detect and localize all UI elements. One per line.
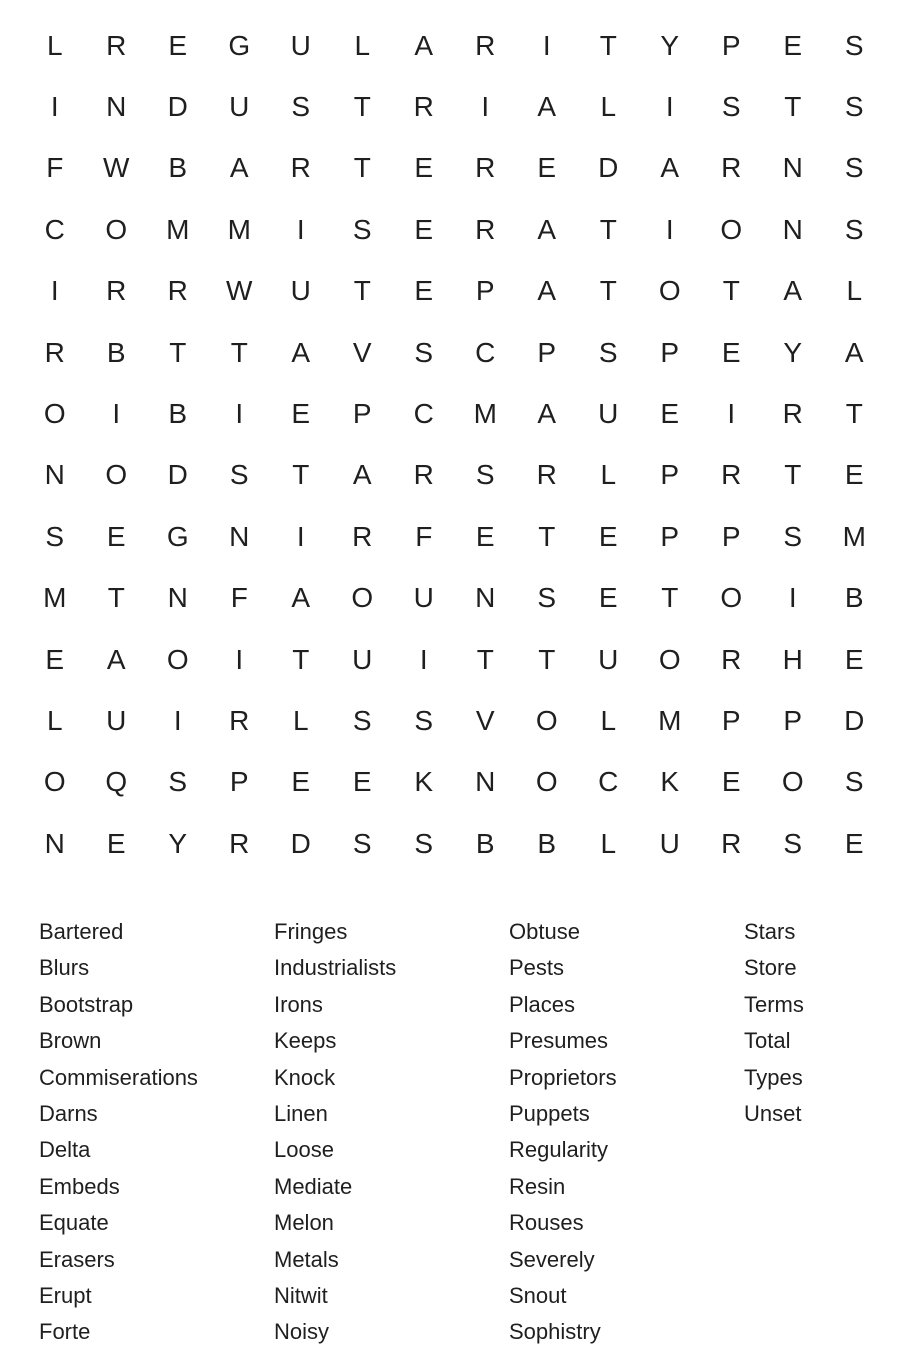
grid-cell-r12-c7[interactable]: S	[414, 704, 434, 736]
grid-cell-r1-c2[interactable]: R	[106, 29, 127, 61]
grid-cell-r14-c11[interactable]: U	[659, 827, 680, 859]
grid-cell-r7-c12[interactable]: I	[727, 398, 736, 430]
grid-cell-r4-c6[interactable]: S	[352, 213, 372, 245]
grid-cell-r10-c13[interactable]: I	[788, 582, 797, 614]
grid-cell-r5-c6[interactable]: T	[353, 275, 371, 307]
word-list-item: Stars	[744, 919, 796, 944]
grid-cell-r1-c12[interactable]: P	[721, 29, 741, 61]
grid-cell-r9-c8[interactable]: E	[475, 520, 495, 552]
word-list-item: Fringes	[274, 919, 348, 944]
grid-cell-r3-c14[interactable]: S	[844, 152, 864, 184]
word-list-column-3	[509, 914, 739, 1351]
grid-cell-r9-c9[interactable]: T	[538, 520, 556, 552]
grid-cell-r7-c6[interactable]: P	[352, 398, 372, 430]
grid-cell-r6-c12[interactable]: E	[721, 336, 741, 368]
grid-cell-r6-c7[interactable]: S	[414, 336, 434, 368]
grid-cell-r13-c9[interactable]: O	[535, 766, 558, 798]
grid-cell-r13-c6[interactable]: E	[352, 766, 372, 798]
grid-cell-r3-c12[interactable]: R	[721, 152, 742, 184]
word-list-item: Resin	[509, 1173, 566, 1199]
grid-cell-r11-c14[interactable]: E	[844, 643, 864, 675]
grid-cell-r13-c10[interactable]: C	[598, 766, 619, 798]
grid-cell-r10-c2[interactable]: T	[107, 582, 125, 614]
grid-cell-r11-c3[interactable]: O	[166, 643, 189, 675]
grid-cell-r3-c10[interactable]: D	[598, 152, 619, 184]
grid-cell-r10-c7[interactable]: U	[413, 582, 434, 614]
grid-cell-r10-c10[interactable]: E	[598, 582, 618, 614]
word-list-item: Terms	[744, 991, 804, 1017]
grid-cell-r7-c1[interactable]: O	[43, 398, 66, 430]
grid-cell-r6-c4[interactable]: T	[230, 336, 248, 368]
grid-cell-r13-c13[interactable]: O	[781, 766, 804, 798]
grid-cell-r5-c11[interactable]: O	[658, 275, 681, 307]
grid-cell-r11-c6[interactable]: U	[352, 643, 373, 675]
grid-cell-r2-c4[interactable]: U	[229, 91, 250, 123]
grid-cell-r8-c6[interactable]: A	[352, 459, 372, 491]
grid-cell-r12-c8[interactable]: V	[475, 704, 495, 736]
grid-cell-r3-c7[interactable]: E	[414, 152, 434, 184]
grid-cell-r14-c10[interactable]: L	[600, 827, 617, 859]
grid-cell-r6-c14[interactable]: A	[844, 336, 864, 368]
grid-cell-r14-c5[interactable]: D	[290, 827, 311, 859]
grid-cell-r3-c11[interactable]: A	[660, 152, 680, 184]
grid-cell-r11-c13[interactable]: H	[782, 643, 803, 675]
grid-cell-r11-c11[interactable]: O	[658, 643, 681, 675]
grid-cell-r9-c10[interactable]: E	[598, 520, 618, 552]
grid-cell-r2-c10[interactable]: L	[600, 91, 617, 123]
grid-cell-r3-c4[interactable]: A	[229, 152, 249, 184]
grid-cell-r11-c7[interactable]: I	[419, 643, 428, 675]
grid-cell-r2-c13[interactable]: T	[784, 91, 802, 123]
word-list-item: Total	[744, 1028, 791, 1054]
grid-cell-r13-c2[interactable]: Q	[105, 766, 128, 798]
grid-cell-r5-c12[interactable]: T	[722, 275, 740, 307]
grid-cell-r12-c6[interactable]: S	[352, 704, 372, 736]
grid-cell-r14-c4[interactable]: R	[229, 827, 250, 859]
grid-cell-r14-c9[interactable]: B	[537, 827, 557, 859]
word-list-item: Darns	[39, 1100, 98, 1126]
grid-cell-r9-c7[interactable]: F	[415, 520, 433, 552]
grid-cell-r14-c8[interactable]: B	[475, 827, 495, 859]
grid-cell-r8-c7[interactable]: R	[413, 459, 434, 491]
grid-cell-r2-c5[interactable]: S	[291, 91, 311, 123]
word-list-item: Proprietors	[509, 1064, 617, 1090]
grid-cell-r11-c4[interactable]: I	[235, 643, 244, 675]
grid-cell-r6-c13[interactable]: Y	[783, 336, 803, 368]
grid-cell-r1-c6[interactable]: L	[354, 29, 371, 61]
grid-cell-r10-c4[interactable]: F	[230, 582, 248, 614]
grid-cell-r13-c12[interactable]: E	[721, 766, 741, 798]
grid-cell-r9-c1[interactable]: S	[45, 520, 65, 552]
grid-cell-r13-c11[interactable]: K	[660, 766, 680, 798]
grid-cell-r4-c5[interactable]: I	[296, 213, 305, 245]
word-list-item: Mediate	[274, 1173, 353, 1199]
grid-cell-r7-c10[interactable]: U	[598, 398, 619, 430]
word-list-item: Industrialists	[274, 955, 397, 981]
word-list-item: Irons	[274, 991, 323, 1017]
grid-cell-r1-c14[interactable]: S	[844, 29, 864, 61]
word-list-item: Nitwit	[274, 1282, 328, 1308]
word-list-item: Melon	[274, 1210, 334, 1236]
grid-cell-r4-c10[interactable]: T	[599, 213, 617, 245]
grid-cell-r13-c8[interactable]: N	[475, 766, 496, 798]
grid-cell-r3-c13[interactable]: N	[782, 152, 803, 184]
grid-cell-r3-c5[interactable]: R	[290, 152, 311, 184]
grid-cell-r10-c8[interactable]: N	[475, 582, 496, 614]
grid-cell-r8-c3[interactable]: D	[167, 459, 188, 491]
grid-cell-r1-c8[interactable]: R	[475, 29, 496, 61]
word-list-item: Types	[744, 1064, 803, 1090]
grid-cell-r10-c14[interactable]: B	[844, 582, 864, 614]
grid-cell-r3-c8[interactable]: R	[475, 152, 496, 184]
grid-cell-r13-c7[interactable]: K	[414, 766, 434, 798]
grid-cell-r9-c6[interactable]: R	[352, 520, 373, 552]
grid-cell-r5-c7[interactable]: E	[414, 275, 434, 307]
grid-cell-r8-c11[interactable]: P	[660, 459, 680, 491]
grid-cell-r5-c10[interactable]: T	[599, 275, 617, 307]
grid-cell-r3-c1[interactable]: F	[46, 152, 64, 184]
grid-cell-r12-c5[interactable]: L	[292, 704, 309, 736]
word-list-item: Erupt	[39, 1282, 92, 1308]
grid-cell-r9-c2[interactable]: E	[106, 520, 126, 552]
grid-cell-r12-c2[interactable]: U	[106, 704, 127, 736]
grid-cell-r2-c8[interactable]: I	[481, 91, 490, 123]
grid-cell-r8-c4[interactable]: S	[229, 459, 249, 491]
word-list-item: Sophistry	[509, 1319, 601, 1345]
grid-cell-r8-c9[interactable]: R	[536, 459, 557, 491]
word-list-column-1	[39, 914, 269, 1351]
word-list-item: Rouses	[509, 1210, 584, 1236]
grid-cell-r7-c5[interactable]: E	[291, 398, 311, 430]
grid-cell-r4-c3[interactable]: M	[166, 213, 190, 245]
word-list-item: Unset	[744, 1100, 802, 1126]
grid-cell-r12-c10[interactable]: L	[600, 704, 617, 736]
grid-cell-r9-c11[interactable]: P	[660, 520, 680, 552]
grid-cell-r10-c12[interactable]: O	[720, 582, 743, 614]
word-list-item: Blurs	[39, 955, 90, 981]
grid-cell-r9-c3[interactable]: G	[166, 520, 189, 552]
grid-cell-r7-c11[interactable]: E	[660, 398, 680, 430]
grid-cell-r5-c2[interactable]: R	[106, 275, 127, 307]
grid-cell-r2-c9[interactable]: A	[537, 91, 557, 123]
grid-cell-r6-c10[interactable]: S	[598, 336, 618, 368]
grid-cell-r6-c8[interactable]: C	[475, 336, 496, 368]
grid-cell-r5-c14[interactable]: L	[846, 275, 863, 307]
grid-cell-r5-c4[interactable]: W	[226, 275, 253, 307]
grid-cell-r7-c13[interactable]: R	[782, 398, 803, 430]
grid-cell-r12-c9[interactable]: O	[535, 704, 558, 736]
grid-cell-r12-c4[interactable]: R	[229, 704, 250, 736]
grid-cell-r14-c2[interactable]: E	[106, 827, 126, 859]
grid-cell-r2-c7[interactable]: R	[413, 91, 434, 123]
grid-cell-r2-c12[interactable]: S	[721, 91, 741, 123]
grid-cell-r4-c2[interactable]: O	[105, 213, 128, 245]
letter-grid	[24, 15, 885, 875]
grid-cell-r11-c8[interactable]: T	[476, 643, 494, 675]
word-list-item: Loose	[274, 1137, 334, 1163]
grid-cell-r9-c12[interactable]: P	[721, 520, 741, 552]
grid-cell-r6-c5[interactable]: A	[291, 336, 311, 368]
grid-cell-r8-c12[interactable]: R	[721, 459, 742, 491]
grid-cell-r2-c14[interactable]: S	[844, 91, 864, 123]
grid-cell-r3-c6[interactable]: T	[353, 152, 371, 184]
word-list-item: Store	[744, 955, 797, 981]
grid-cell-r9-c14[interactable]: M	[842, 520, 866, 552]
grid-cell-r10-c1[interactable]: M	[43, 582, 67, 614]
grid-cell-r8-c13[interactable]: T	[784, 459, 802, 491]
grid-cell-r9-c5[interactable]: I	[296, 520, 305, 552]
grid-cell-r1-c10[interactable]: T	[599, 29, 617, 61]
grid-cell-r11-c12[interactable]: R	[721, 643, 742, 675]
grid-cell-r4-c7[interactable]: E	[414, 213, 434, 245]
grid-cell-r10-c11[interactable]: T	[661, 582, 679, 614]
grid-cell-r5-c8[interactable]: P	[475, 275, 495, 307]
word-list-item: Knock	[274, 1064, 336, 1090]
grid-cell-r11-c5[interactable]: T	[292, 643, 310, 675]
word-list-item: Equate	[39, 1210, 109, 1236]
grid-cell-r5-c5[interactable]: U	[290, 275, 311, 307]
grid-cell-r8-c2[interactable]: O	[105, 459, 128, 491]
word-list-item: Regularity	[509, 1137, 609, 1163]
grid-cell-r7-c14[interactable]: T	[845, 398, 863, 430]
word-list-item: Obtuse	[509, 919, 580, 944]
grid-cell-r2-c3[interactable]: D	[167, 91, 188, 123]
word-list-item: Snout	[509, 1282, 567, 1308]
grid-cell-r1-c3[interactable]: E	[168, 29, 188, 61]
grid-cell-r8-c1[interactable]: N	[44, 459, 65, 491]
grid-cell-r6-c6[interactable]: V	[352, 336, 372, 368]
grid-cell-r1-c4[interactable]: G	[228, 29, 251, 61]
grid-cell-r3-c2[interactable]: W	[103, 152, 130, 184]
grid-cell-r11-c2[interactable]: A	[106, 643, 126, 675]
grid-cell-r1-c11[interactable]: Y	[660, 29, 680, 61]
grid-cell-r12-c14[interactable]: D	[844, 704, 865, 736]
grid-cell-r6-c2[interactable]: B	[106, 336, 126, 368]
word-list-item: Embeds	[39, 1173, 120, 1199]
grid-cell-r4-c8[interactable]: R	[475, 213, 496, 245]
word-list-item: Bootstrap	[39, 991, 134, 1017]
word-list-item: Erasers	[39, 1246, 115, 1272]
grid-cell-r12-c13[interactable]: P	[783, 704, 803, 736]
grid-cell-r6-c1[interactable]: R	[44, 336, 65, 368]
word-list-item: Noisy	[274, 1319, 330, 1345]
word-list	[39, 914, 879, 1354]
grid-cell-r8-c8[interactable]: S	[475, 459, 495, 491]
grid-cell-r4-c1[interactable]: C	[44, 213, 65, 245]
grid-cell-r6-c3[interactable]: T	[169, 336, 187, 368]
grid-cell-r14-c13[interactable]: S	[783, 827, 803, 859]
word-list-column-4	[744, 914, 902, 1132]
word-list-item: Linen	[274, 1100, 328, 1126]
word-list-item: Severely	[509, 1246, 595, 1272]
grid-cell-r13-c4[interactable]: P	[229, 766, 249, 798]
grid-cell-r1-c1[interactable]: L	[46, 29, 63, 61]
grid-cell-r12-c1[interactable]: L	[46, 704, 63, 736]
grid-cell-r1-c5[interactable]: U	[290, 29, 311, 61]
word-list-item: Pests	[509, 955, 565, 981]
grid-cell-r4-c9[interactable]: A	[537, 213, 557, 245]
grid-cell-r7-c4[interactable]: I	[235, 398, 244, 430]
grid-cell-r5-c9[interactable]: A	[537, 275, 557, 307]
grid-cell-r10-c3[interactable]: N	[167, 582, 188, 614]
grid-cell-r14-c14[interactable]: E	[844, 827, 864, 859]
grid-cell-r1-c13[interactable]: E	[783, 29, 803, 61]
grid-cell-r3-c3[interactable]: B	[168, 152, 188, 184]
word-list-column-2	[274, 914, 504, 1351]
grid-cell-r12-c11[interactable]: M	[658, 704, 682, 736]
word-list-item: Places	[509, 991, 576, 1017]
grid-cell-r14-c6[interactable]: S	[352, 827, 372, 859]
grid-cell-r2-c11[interactable]: I	[665, 91, 674, 123]
grid-cell-r5-c1[interactable]: I	[50, 275, 59, 307]
grid-cell-r11-c9[interactable]: T	[538, 643, 556, 675]
grid-cell-r2-c6[interactable]: T	[353, 91, 371, 123]
grid-cell-r1-c7[interactable]: A	[414, 29, 434, 61]
word-list-item: Metals	[274, 1246, 339, 1272]
grid-cell-r8-c14[interactable]: E	[844, 459, 864, 491]
grid-cell-r5-c13[interactable]: A	[783, 275, 803, 307]
grid-cell-r7-c8[interactable]: M	[473, 398, 497, 430]
grid-cell-r10-c5[interactable]: A	[291, 582, 311, 614]
grid-cell-r11-c1[interactable]: E	[45, 643, 65, 675]
grid-cell-r7-c7[interactable]: C	[413, 398, 434, 430]
word-list-item: Keeps	[274, 1028, 337, 1054]
grid-cell-r13-c1[interactable]: O	[43, 766, 66, 798]
grid-cell-r2-c1[interactable]: I	[50, 91, 59, 123]
grid-cell-r4-c12[interactable]: O	[720, 213, 743, 245]
grid-cell-r14-c12[interactable]: R	[721, 827, 742, 859]
grid-cell-r4-c14[interactable]: S	[844, 213, 864, 245]
grid-cell-r7-c9[interactable]: A	[537, 398, 557, 430]
word-list-item: Forte	[39, 1319, 91, 1345]
grid-cell-r12-c3[interactable]: I	[173, 704, 182, 736]
grid-cell-r6-c11[interactable]: P	[660, 336, 680, 368]
grid-cell-r9-c13[interactable]: S	[783, 520, 803, 552]
word-list-item: Presumes	[509, 1028, 609, 1054]
grid-cell-r14-c7[interactable]: S	[414, 827, 434, 859]
word-list-item: Bartered	[39, 919, 124, 944]
grid-cell-r14-c3[interactable]: Y	[168, 827, 188, 859]
grid-cell-r7-c3[interactable]: B	[168, 398, 188, 430]
grid-cell-r10-c6[interactable]: O	[351, 582, 374, 614]
grid-cell-r13-c3[interactable]: S	[168, 766, 188, 798]
grid-cell-r14-c1[interactable]: N	[44, 827, 65, 859]
word-list-item: Delta	[39, 1137, 91, 1163]
grid-cell-r9-c4[interactable]: N	[229, 520, 250, 552]
grid-cell-r4-c11[interactable]: I	[665, 213, 674, 245]
grid-cell-r13-c5[interactable]: E	[291, 766, 311, 798]
word-list-item: Commiserations	[39, 1064, 198, 1090]
grid-cell-r5-c3[interactable]: R	[167, 275, 188, 307]
grid-cell-r11-c10[interactable]: U	[598, 643, 619, 675]
grid-cell-r4-c13[interactable]: N	[782, 213, 803, 245]
grid-cell-r13-c14[interactable]: S	[844, 766, 864, 798]
word-list-item: Brown	[39, 1028, 102, 1054]
grid-cell-r2-c2[interactable]: N	[106, 91, 127, 123]
grid-cell-r7-c2[interactable]: I	[112, 398, 121, 430]
grid-cell-r12-c12[interactable]: P	[721, 704, 741, 736]
grid-cell-r1-c9[interactable]: I	[542, 29, 551, 61]
grid-cell-r6-c9[interactable]: P	[537, 336, 557, 368]
grid-cell-r4-c4[interactable]: M	[227, 213, 251, 245]
grid-cell-r10-c9[interactable]: S	[537, 582, 557, 614]
grid-cell-r8-c5[interactable]: T	[292, 459, 310, 491]
word-list-item: Puppets	[509, 1100, 590, 1126]
grid-cell-r3-c9[interactable]: E	[537, 152, 557, 184]
grid-cell-r8-c10[interactable]: L	[600, 459, 617, 491]
